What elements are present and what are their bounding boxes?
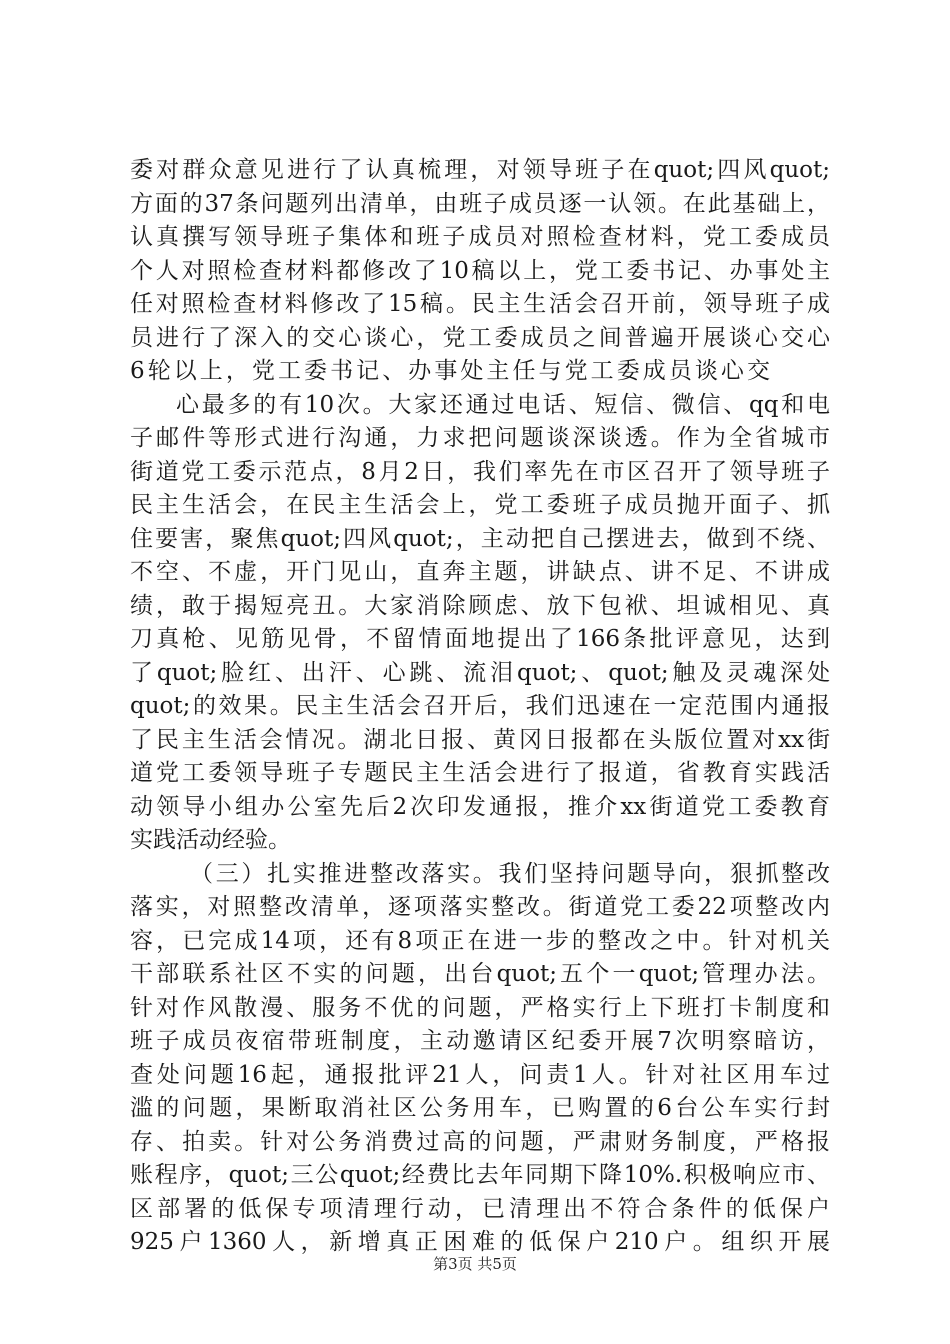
text-line: 干部联系社区不实的问题，出台quot;五个一quot;管理办法。 [130,961,830,987]
text-line: 民主生活会，在民主生活会上，党工委班子成员抛开面子、抓 [130,492,830,518]
text-line: 道党工委领导班子专题民主生活会进行了报道，省教育实践活 [130,760,830,786]
paragraph-start-line: （三）扎实推进整改落实。我们坚持问题导向，狠抓整改 [190,860,830,887]
text-line: 街道党工委示范点，8月2日，我们率先在市区召开了领导班子 [130,458,830,485]
text-line: 绩，敢于揭短亮丑。大家消除顾虑、放下包袱、坦诚相见、真 [130,592,830,619]
paragraph-start-line: 心最多的有10次。大家还通过电话、短信、微信、qq和电 [176,391,830,418]
text-line: 不空、不虚，开门见山，直奔主题，讲缺点、讲不足、不讲成 [130,559,830,585]
text-line: 针对作风散漫、服务不优的问题，严格实行上下班打卡制度和 [130,994,830,1021]
text-line: 存、拍卖。针对公务消费过高的问题，严肃财务制度，严格报 [130,1128,830,1155]
text-line: 子邮件等形式进行沟通，力求把问题谈深谈透。作为全省城市 [130,425,830,451]
text-line: 任对照检查材料修改了15稿。民主生活会召开前，领导班子成 [130,291,830,317]
text-line: 区部署的低保专项清理行动，已清理出不符合条件的低保户 [130,1195,830,1222]
text-line: 了民主生活会情况。湖北日报、黄冈日报都在头版位置对xx街 [130,726,830,753]
text-line: quot;的效果。民主生活会召开后，我们迅速在一定范围内通报 [130,693,830,719]
text-line: 委对群众意见进行了认真梳理，对领导班子在quot;四风quot; [130,157,830,183]
text-line: 925户1360人，新增真正困难的低保户210户。组织开展 [130,1229,830,1255]
text-line: 6轮以上，党工委书记、办事处主任与党工委成员谈心交 [130,358,770,384]
text-line: 刀真枪、见筋见骨，不留情面地提出了166条批评意见，达到 [130,626,830,652]
page-number-footer: 第3页 共5页 [433,1255,517,1273]
text-line: 方面的37条问题列出清单，由班子成员逐一认领。在此基础上， [130,190,830,217]
text-line: 个人对照检查材料都修改了10稿以上，党工委书记、办事处主 [130,257,830,284]
text-line: 账程序，quot;三公quot;经费比去年同期下降10%.积极响应市、 [130,1162,830,1188]
text-line: 员进行了深入的交心谈心，党工委成员之间普遍开展谈心交心 [130,324,830,351]
text-line: 落实，对照整改清单，逐项落实整改。街道党工委22项整改内 [130,894,830,920]
text-line: 滥的问题，果断取消社区公务用车，已购置的6台公车实行封 [130,1095,830,1121]
text-line: 实践活动经验。 [130,827,291,853]
text-line: 动领导小组办公室先后2次印发通报，推介xx街道党工委教育 [130,793,830,820]
text-line: 容，已完成14项，还有8项正在进一步的整改之中。针对机关 [130,927,830,954]
text-line: 了quot;脸红、出汗、心跳、流泪quot;、quot;触及灵魂深处 [130,659,830,686]
text-line: 查处问题16起，通报批评21人，问责1人。针对社区用车过 [130,1061,830,1088]
text-line: 认真撰写领导班子集体和班子成员对照检查材料，党工委成员 [130,224,830,250]
text-line: 住要害，聚焦quot;四风quot;，主动把自己摆进去，做到不绕、 [130,525,830,552]
text-line: 班子成员夜宿带班制度，主动邀请区纪委开展7次明察暗访， [130,1028,830,1054]
body-text [130,154,830,1260]
